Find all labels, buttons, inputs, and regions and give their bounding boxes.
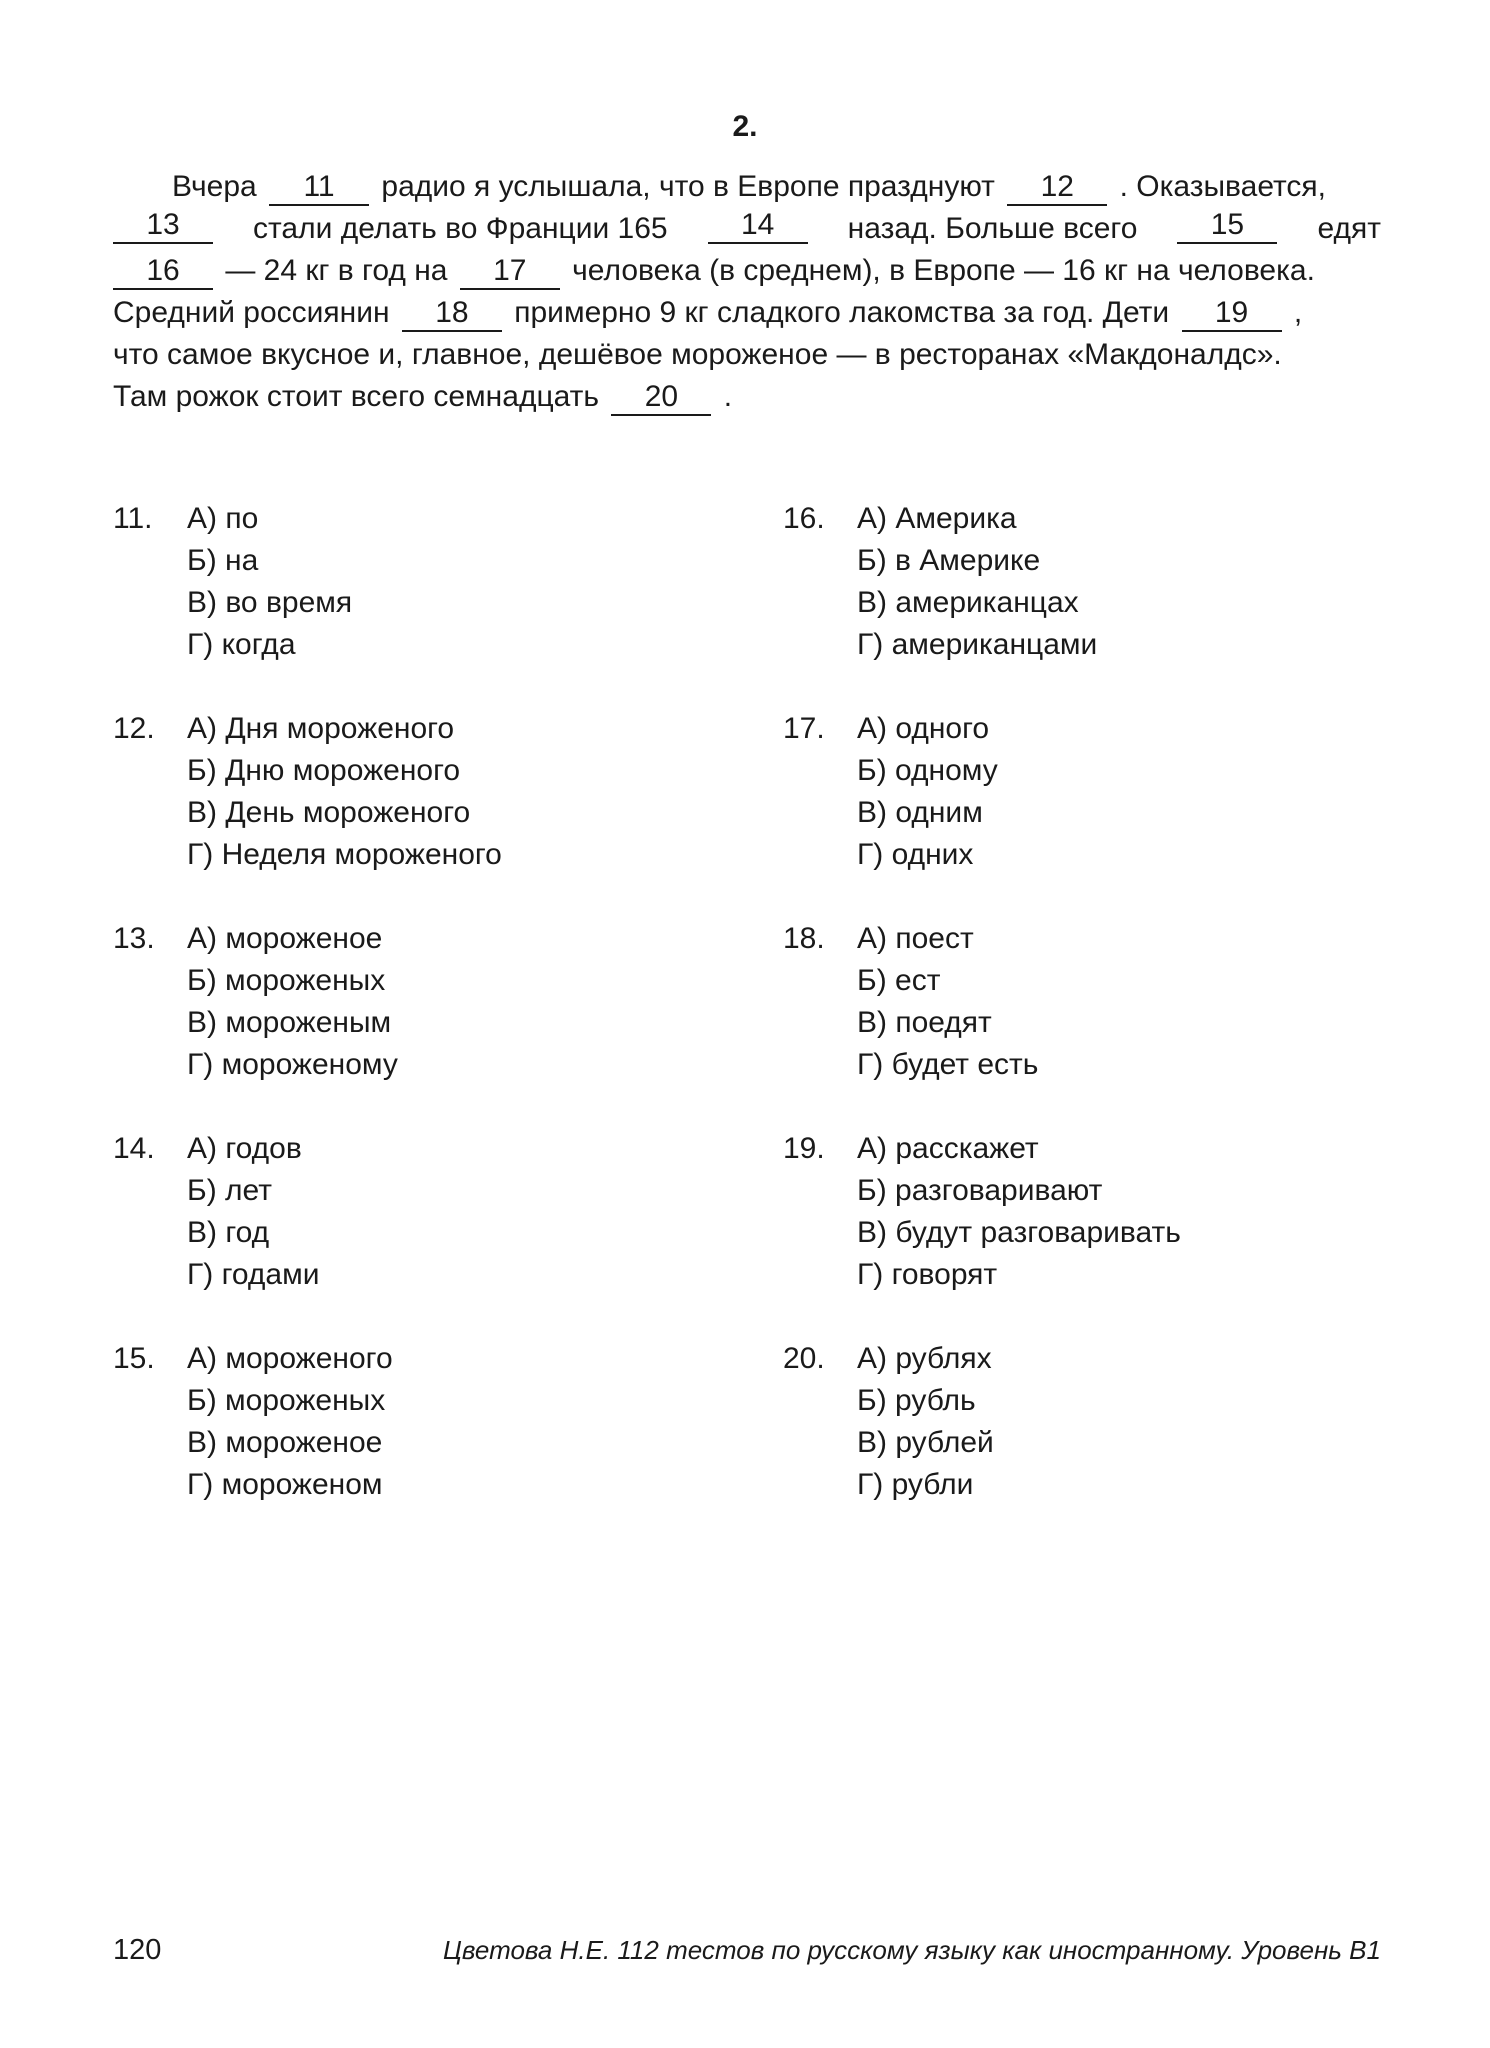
cloze-passage bbox=[113, 166, 1381, 418]
test-question bbox=[783, 708, 1381, 876]
gap-13: 13 bbox=[113, 208, 213, 244]
answer-option: Б) одному bbox=[857, 754, 998, 787]
answer-option: Г) рубли bbox=[857, 1468, 974, 1501]
passage-text: назад. Больше всего bbox=[847, 212, 1138, 245]
answer-options bbox=[857, 918, 1038, 1086]
answer-options bbox=[857, 498, 1097, 666]
answer-option: А) Дня мороженого bbox=[187, 712, 455, 745]
passage-text: примерно 9 кг сладкого лакомства за год. Дети bbox=[514, 296, 1170, 329]
answer-options bbox=[857, 1338, 994, 1506]
answer-option: Г) будет есть bbox=[857, 1048, 1039, 1081]
section-number: 2. bbox=[732, 110, 758, 143]
passage-text: Там рожок стоит всего семнадцать bbox=[113, 380, 600, 413]
answer-option: В) одним bbox=[857, 796, 983, 829]
answer-option: Б) ест bbox=[857, 964, 941, 997]
answer-option: Б) разговаривают bbox=[857, 1174, 1103, 1207]
gap-11: 11 bbox=[269, 170, 369, 206]
passage-text: радио я услышала, что в Европе празднуют bbox=[381, 170, 995, 203]
passage-text: . bbox=[723, 380, 733, 413]
question-number: 13. bbox=[113, 922, 155, 955]
answer-option: Г) одних bbox=[857, 838, 974, 871]
answer-option: В) будут разговаривать bbox=[857, 1216, 1181, 1249]
page-number: 120 bbox=[113, 1934, 162, 1966]
answer-option: А) одного bbox=[857, 712, 990, 745]
question-number: 15. bbox=[113, 1342, 155, 1375]
answer-option: В) поедят bbox=[857, 1006, 992, 1039]
answer-options bbox=[857, 1128, 1181, 1296]
passage-line-5 bbox=[113, 334, 1381, 376]
gap-17: 17 bbox=[460, 254, 560, 290]
answer-option: Г) когда bbox=[187, 628, 296, 661]
answer-option: А) мороженое bbox=[187, 922, 383, 955]
question-number: 11. bbox=[113, 502, 153, 535]
question-number: 20. bbox=[783, 1342, 825, 1375]
answer-option: Б) в Америке bbox=[857, 544, 1041, 577]
gap-15: 15 bbox=[1177, 208, 1277, 244]
question-number: 12. bbox=[113, 712, 155, 745]
passage-text: человека (в среднем), в Европе — 16 кг на человека. bbox=[572, 254, 1315, 287]
gap-18: 18 bbox=[402, 296, 502, 332]
answer-option: В) мороженое bbox=[187, 1426, 383, 1459]
test-question bbox=[113, 498, 783, 666]
answer-option: В) мороженым bbox=[187, 1006, 392, 1039]
questions-right-column bbox=[783, 498, 1381, 1548]
question-number: 17. bbox=[783, 712, 825, 745]
gap-20: 20 bbox=[611, 380, 711, 416]
passage-text: , bbox=[1293, 296, 1303, 329]
answer-options bbox=[187, 708, 502, 876]
gap-12: 12 bbox=[1007, 170, 1107, 206]
gap-16: 16 bbox=[113, 254, 213, 290]
passage-line-1 bbox=[113, 166, 1381, 208]
answer-option: Б) мороженых bbox=[187, 1384, 386, 1417]
passage-text: стали делать во Франции 165 bbox=[253, 212, 668, 245]
answer-option: А) рублях bbox=[857, 1342, 992, 1375]
answer-option: В) американцах bbox=[857, 586, 1079, 619]
question-number: 14. bbox=[113, 1132, 155, 1165]
test-question bbox=[113, 1128, 783, 1296]
test-question bbox=[783, 1128, 1381, 1296]
question-number: 18. bbox=[783, 922, 825, 955]
answer-option: Г) говорят bbox=[857, 1258, 998, 1291]
answer-option: А) по bbox=[187, 502, 259, 535]
answer-options bbox=[187, 498, 352, 666]
passage-line-3 bbox=[113, 250, 1381, 292]
answer-option: В) День мороженого bbox=[187, 796, 471, 829]
question-number: 16. bbox=[783, 502, 825, 535]
gap-14: 14 bbox=[708, 208, 808, 244]
answer-options bbox=[187, 1128, 319, 1296]
questions-left-column bbox=[113, 498, 783, 1548]
test-question bbox=[113, 918, 783, 1086]
answer-option: Б) мороженых bbox=[187, 964, 386, 997]
question-number: 19. bbox=[783, 1132, 825, 1165]
passage-text: — 24 кг в год на bbox=[225, 254, 448, 287]
answer-option: Г) американцами bbox=[857, 628, 1098, 661]
answer-option: В) год bbox=[187, 1216, 270, 1249]
passage-line-6 bbox=[113, 376, 1381, 418]
test-question bbox=[783, 918, 1381, 1086]
answer-option: Б) лет bbox=[187, 1174, 272, 1207]
passage-line-2 bbox=[113, 208, 1381, 250]
test-questions bbox=[113, 498, 1381, 1548]
passage-text: . Оказывается, bbox=[1119, 170, 1327, 203]
answer-option: А) поест bbox=[857, 922, 974, 955]
answer-option: В) рублей bbox=[857, 1426, 994, 1459]
passage-line-4 bbox=[113, 292, 1381, 334]
answer-option: Б) Дню мороженого bbox=[187, 754, 461, 787]
answer-options bbox=[187, 1338, 393, 1506]
answer-option: Г) годами bbox=[187, 1258, 320, 1291]
answer-option: Г) Неделя мороженого bbox=[187, 838, 502, 871]
test-question bbox=[113, 1338, 783, 1506]
page-footer bbox=[113, 1934, 1381, 1967]
answer-option: Б) рубль bbox=[857, 1384, 976, 1417]
answer-option: Г) мороженом bbox=[187, 1468, 383, 1501]
passage-text: едят bbox=[1317, 212, 1381, 245]
answer-option: А) мороженого bbox=[187, 1342, 393, 1375]
answer-option: А) годов bbox=[187, 1132, 302, 1165]
answer-option: В) во время bbox=[187, 586, 353, 619]
answer-option: Б) на bbox=[187, 544, 259, 577]
answer-option: А) расскажет bbox=[857, 1132, 1039, 1165]
answer-options bbox=[857, 708, 998, 876]
test-question bbox=[783, 498, 1381, 666]
passage-text: Вчера bbox=[172, 170, 257, 203]
answer-option: Г) мороженому bbox=[187, 1048, 398, 1081]
book-reference: Цветова Н.Е. 112 тестов по русскому языку как иностранному. Уровень В1 bbox=[443, 1935, 1381, 1965]
gap-19: 19 bbox=[1182, 296, 1282, 332]
passage-text: Средний россиянин bbox=[113, 296, 390, 329]
test-question bbox=[783, 1338, 1381, 1506]
answer-option: А) Америка bbox=[857, 502, 1017, 535]
test-question bbox=[113, 708, 783, 876]
passage-text: что самое вкусное и, главное, дешёвое мороженое — в ресторанах «Макдоналдс». bbox=[113, 338, 1282, 371]
answer-options bbox=[187, 918, 398, 1086]
